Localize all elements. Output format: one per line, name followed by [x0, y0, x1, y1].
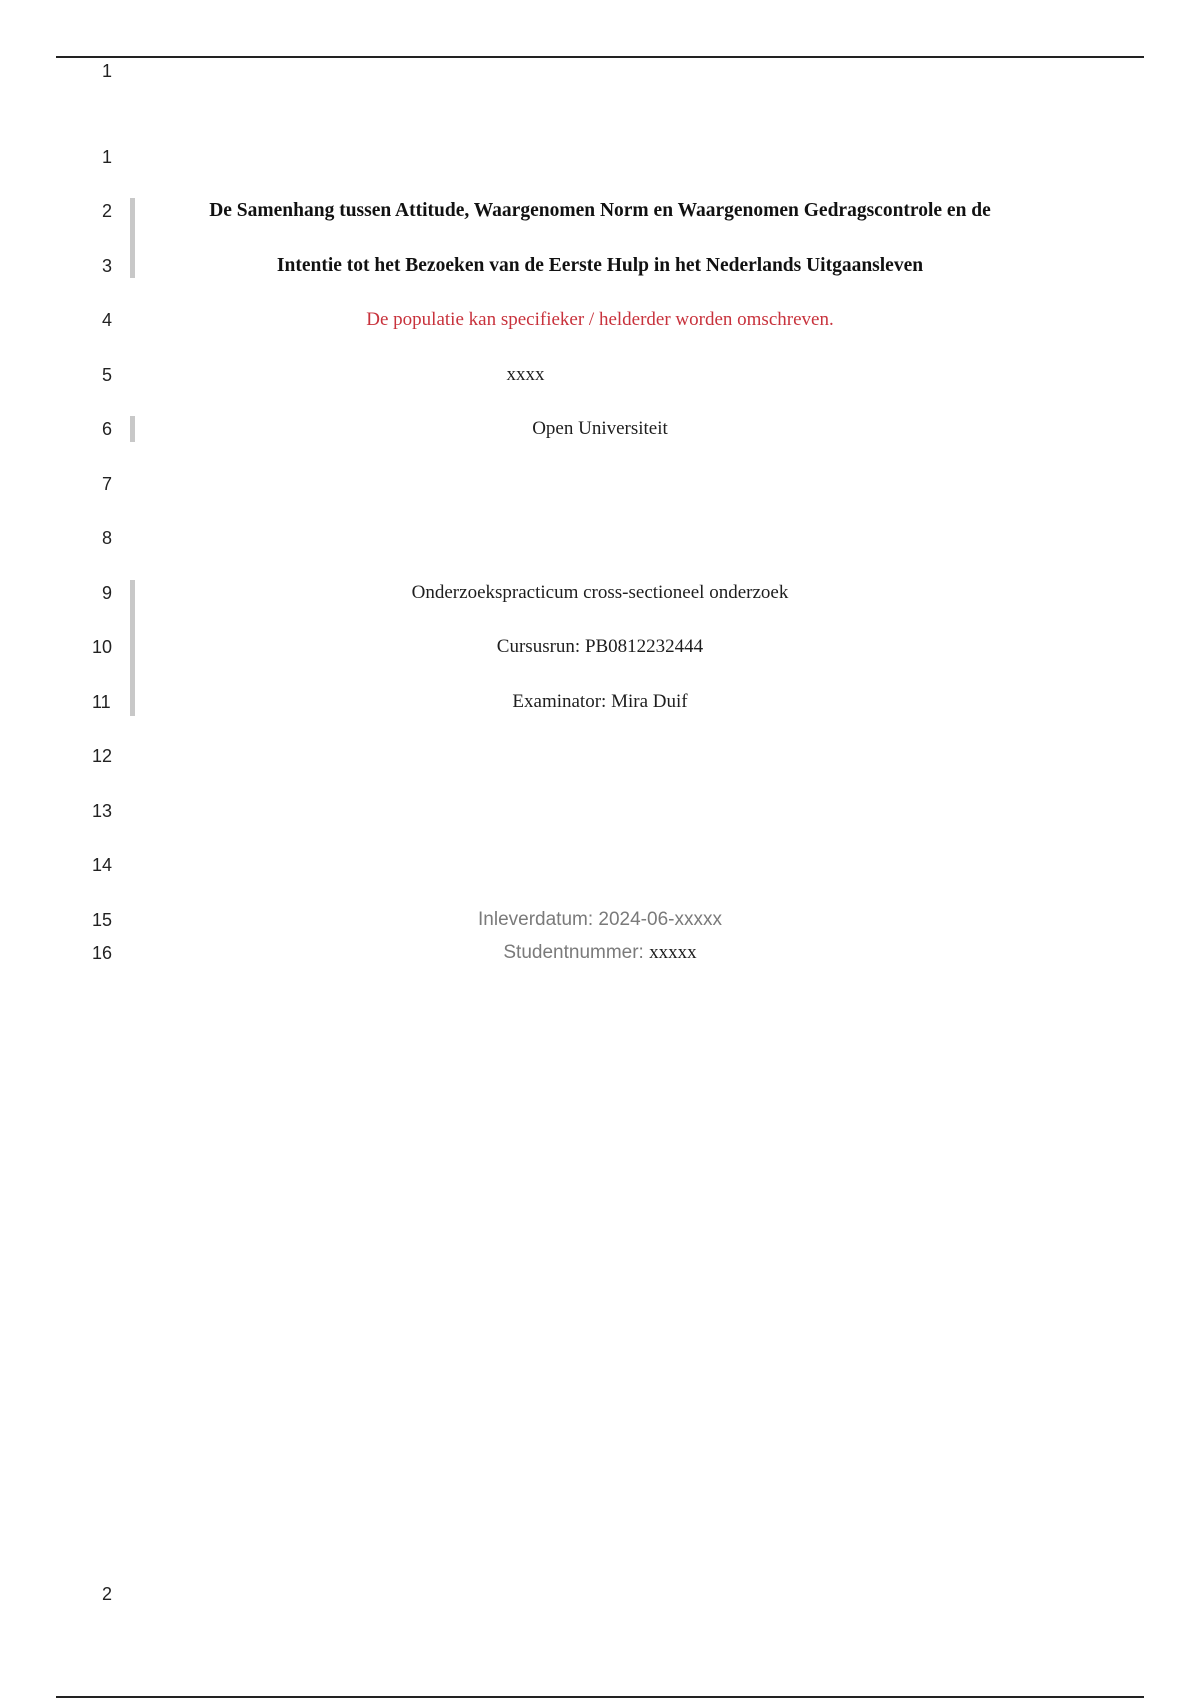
line-number: 10 — [92, 637, 113, 657]
line-number: 13 — [92, 801, 113, 821]
line-number: 1 — [102, 147, 113, 167]
line-number: 2 — [102, 201, 113, 221]
line-number: 9 — [102, 583, 113, 603]
change-bar — [130, 416, 135, 442]
author-name: xxxx — [506, 364, 545, 385]
title-line-2: Intentie tot het Bezoeken van de Eerste Hulp in het Nederlands Uitgaansleven — [276, 255, 924, 276]
submission-date: Inleverdatum: 2024-06-xxxxx — [478, 909, 722, 930]
institution: Open Universiteit — [532, 418, 668, 439]
student-number-label: Studentnummer: — [503, 942, 650, 963]
line-number: 11 — [92, 692, 111, 712]
title-line-1: De Samenhang tussen Attitude, Waargenomen Norm en Waargenomen Gedragscontrole en de — [209, 200, 991, 221]
header-rule — [56, 56, 1144, 58]
line-number: 7 — [102, 474, 113, 494]
student-number — [140, 941, 1060, 965]
line-number: 3 — [102, 256, 113, 276]
line-number: 12 — [92, 746, 113, 766]
footer-rule — [56, 1696, 1144, 1698]
line-number: 14 — [92, 855, 113, 875]
line-number: 8 — [102, 528, 113, 548]
line-number: 6 — [102, 419, 113, 439]
review-comment: De populatie kan specifieker / helderder worden omschreven. — [366, 309, 834, 330]
course-run: Cursusrun: PB0812232444 — [496, 636, 704, 657]
line-number: 4 — [102, 310, 113, 330]
change-bar — [130, 580, 135, 716]
change-bar — [130, 198, 135, 278]
student-number-value: xxxxx — [649, 942, 697, 963]
line-number: 15 — [92, 910, 113, 930]
examiner: Examinator: Mira Duif — [512, 691, 688, 712]
line-number: 16 — [92, 943, 113, 963]
header-page-number: 1 — [102, 61, 113, 81]
line-number: 5 — [102, 365, 113, 385]
course-name: Onderzoekspracticum cross-sectioneel onderzoek — [411, 582, 789, 603]
footer-page-number: 2 — [102, 1584, 113, 1604]
